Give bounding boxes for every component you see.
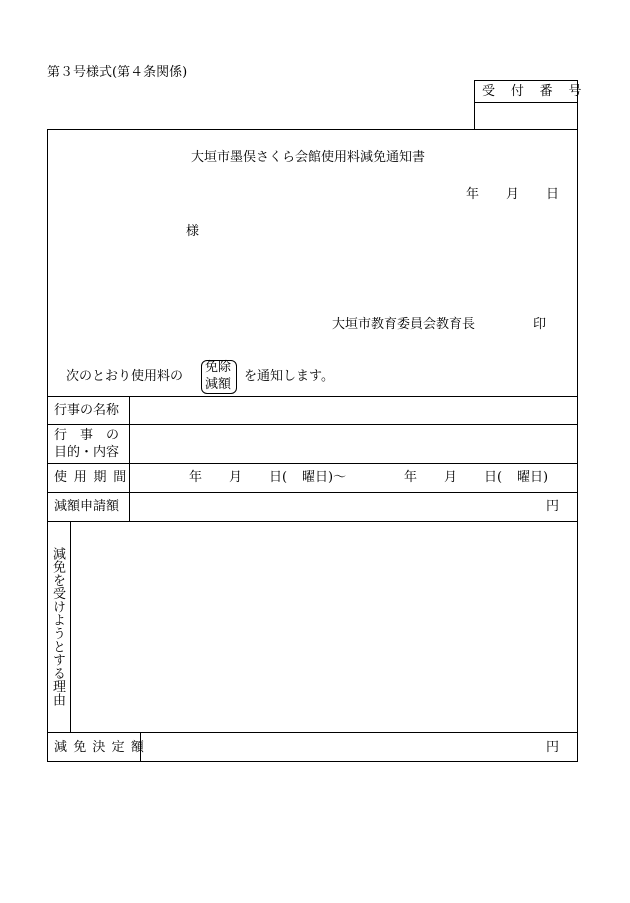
requested-amount-unit: 円 <box>546 499 560 514</box>
label-divider-reason <box>70 521 71 732</box>
period-to-day: 日( <box>484 470 503 485</box>
reason-label: 減免を受けようとする理由 <box>50 547 65 707</box>
reception-number-field[interactable] <box>475 103 577 128</box>
document-title: 大垣市墨俣さくら会館使用料減免通知書 <box>191 150 426 165</box>
date-month: 月 <box>506 187 520 202</box>
row-line-5 <box>47 521 578 522</box>
row-line-2 <box>47 424 578 425</box>
seal-mark: 印 <box>533 317 547 332</box>
form-number: 第３号様式(第４条関係) <box>47 65 188 80</box>
date-year: 年 <box>466 187 480 202</box>
date-day: 日 <box>546 187 560 202</box>
period-from-weekday: 曜日)〜 <box>302 470 347 485</box>
period-from-year: 年 <box>189 470 203 485</box>
reception-number-label: 受 付 番 号 <box>482 84 588 99</box>
purpose-field[interactable] <box>131 426 576 462</box>
decided-amount-label: 減 免 決 定 額 <box>54 740 145 755</box>
notice-prefix: 次のとおり使用料の <box>66 369 184 384</box>
label-divider-upper <box>129 396 130 521</box>
row-line-3 <box>47 463 578 464</box>
frame-bottom <box>47 761 578 762</box>
reason-field[interactable] <box>72 523 576 731</box>
purpose-label-line1: 行 事 の <box>54 428 120 443</box>
frame-top <box>47 129 578 130</box>
addressee-suffix: 様 <box>186 224 200 239</box>
period-from-month: 月 <box>229 470 243 485</box>
notice-suffix: を通知します。 <box>244 369 334 384</box>
issuer-name: 大垣市教育委員会教育長 <box>332 317 476 332</box>
requested-amount-field[interactable] <box>131 494 531 520</box>
decided-amount-unit: 円 <box>546 740 560 755</box>
period-to-year: 年 <box>404 470 418 485</box>
frame-left <box>47 129 48 761</box>
requested-amount-label: 減額申請額 <box>54 499 120 514</box>
frame-right <box>577 129 578 761</box>
purpose-label-line2: 目的・内容 <box>54 445 120 460</box>
notice-option-reduce[interactable]: 減額 <box>205 377 232 392</box>
decided-amount-field[interactable] <box>142 734 532 760</box>
reception-box-top <box>474 80 578 81</box>
notice-option-exempt[interactable]: 免除 <box>205 360 232 375</box>
row-line-1 <box>47 396 578 397</box>
row-line-4 <box>47 492 578 493</box>
period-to-month: 月 <box>444 470 458 485</box>
event-name-field[interactable] <box>131 398 576 423</box>
addressee-field[interactable] <box>60 220 180 240</box>
period-to-weekday: 曜日) <box>517 470 549 485</box>
period-from-day: 日( <box>269 470 288 485</box>
period-label: 使 用 期 間 <box>54 470 128 485</box>
event-name-label: 行事の名称 <box>54 403 120 418</box>
row-line-6 <box>47 732 578 733</box>
